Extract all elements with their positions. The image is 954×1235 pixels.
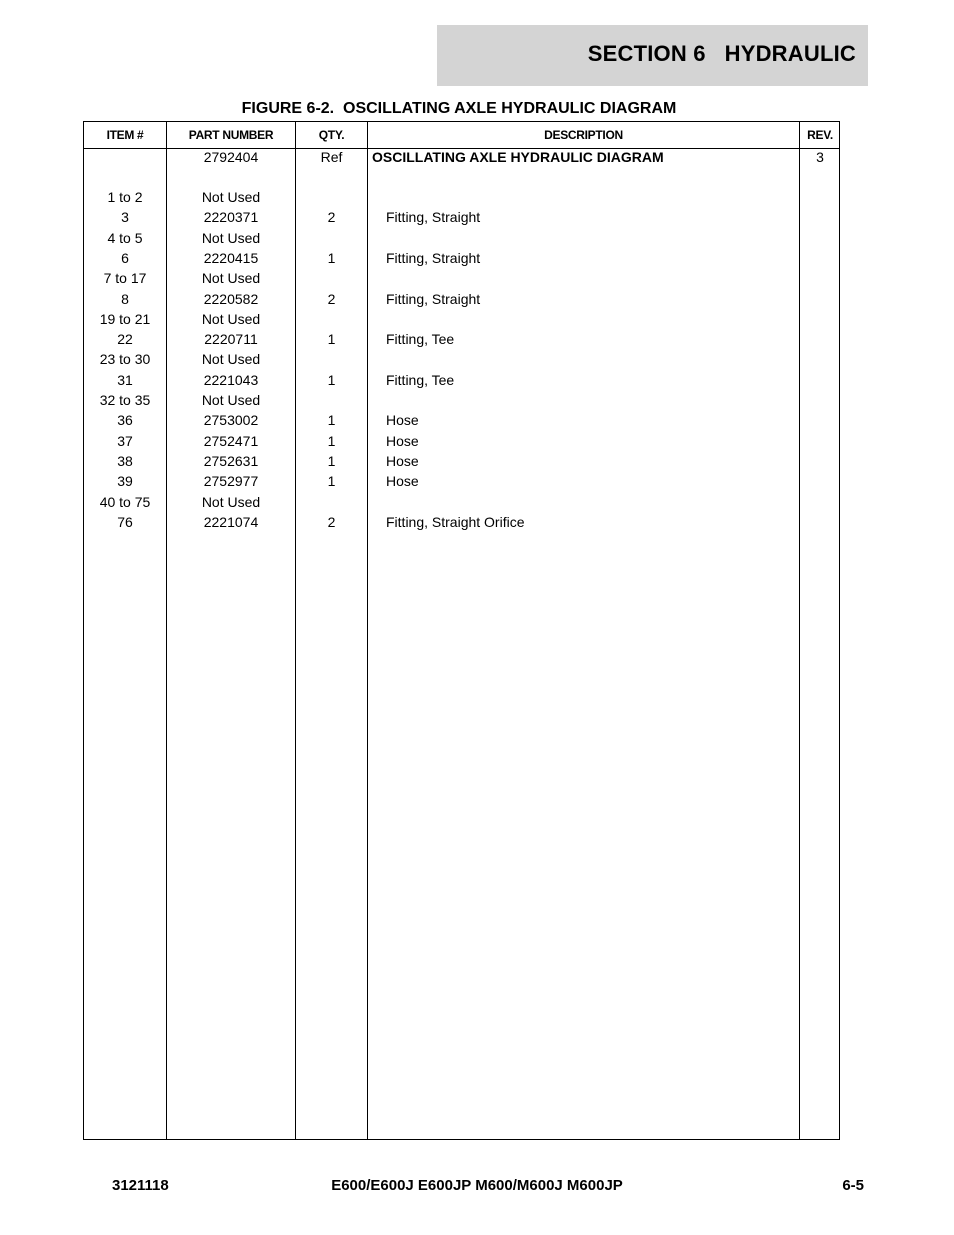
table-row — [84, 268, 839, 288]
column-header-part-number: PART NUMBER — [188, 128, 274, 142]
part-number-cell: 2752471 — [203, 432, 259, 449]
item-number-cell: 23 to 30 — [99, 351, 151, 368]
quantity-cell: 1 — [327, 432, 336, 449]
part-number-cell: Not Used — [201, 270, 261, 287]
table-row — [84, 471, 839, 491]
part-number-cell: 2792404 — [203, 149, 259, 165]
quantity-cell: 1 — [327, 412, 336, 429]
quantity-cell: 1 — [327, 473, 336, 490]
item-number-cell: 32 to 35 — [99, 392, 151, 408]
item-number-cell: 39 — [117, 473, 133, 490]
description-cell: Hose — [386, 473, 419, 490]
item-number-cell: 3 — [121, 209, 129, 226]
description-cell: Fitting, Straight — [386, 290, 481, 307]
item-number-cell: 37 — [117, 432, 133, 449]
description-cell: Fitting, Tee — [386, 331, 455, 348]
document-number: 3121118 — [112, 1177, 169, 1194]
item-number-cell: 38 — [117, 452, 133, 469]
item-number-cell: 19 to 21 — [99, 310, 151, 327]
quantity-cell: 1 — [327, 371, 336, 388]
part-number-cell: 2753002 — [203, 412, 259, 429]
part-number-cell: Not Used — [201, 189, 261, 205]
part-number-cell: 2221074 — [203, 513, 259, 530]
item-number-cell: 76 — [117, 513, 133, 530]
table-row — [84, 431, 839, 451]
part-number-cell: 2221043 — [203, 371, 259, 388]
description-cell: Fitting, Straight — [386, 249, 481, 266]
part-number-cell: 2220415 — [203, 249, 259, 266]
part-number-cell: Not Used — [201, 351, 261, 368]
description-cell: Fitting, Straight Orifice — [386, 513, 525, 530]
quantity-cell: Ref — [320, 149, 343, 165]
table-row — [84, 147, 839, 167]
column-header-qty: QTY. — [318, 128, 345, 142]
table-row — [84, 390, 839, 410]
table-row — [84, 512, 839, 532]
figure-title: FIGURE 6-2. OSCILLATING AXLE HYDRAULIC DIAGRAM — [241, 100, 677, 117]
item-number-cell: 22 — [117, 331, 133, 348]
section-header-banner — [437, 25, 868, 86]
table-row — [84, 410, 839, 430]
item-number-cell: 6 — [121, 249, 129, 266]
description-cell: Fitting, Straight — [386, 209, 481, 226]
part-number-cell: Not Used — [201, 392, 261, 408]
part-number-cell: 2752631 — [203, 452, 259, 469]
item-number-cell: 7 to 17 — [103, 270, 147, 287]
table-row — [84, 289, 839, 309]
item-number-cell: 8 — [121, 290, 129, 307]
table-row — [84, 228, 839, 248]
part-number-cell: 2752977 — [203, 473, 259, 490]
part-number-cell: 2220582 — [203, 290, 259, 307]
quantity-cell: 2 — [327, 290, 336, 307]
section-title: SECTION 6 HYDRAULIC — [587, 41, 856, 66]
table-row — [84, 451, 839, 471]
description-cell: OSCILLATING AXLE HYDRAULIC DIAGRAM — [372, 149, 664, 165]
part-number-cell: Not Used — [201, 229, 261, 246]
table-row — [84, 309, 839, 329]
description-cell: Fitting, Tee — [386, 371, 455, 388]
column-header-description: DESCRIPTION — [544, 128, 623, 142]
table-row — [84, 492, 839, 512]
description-cell: Hose — [386, 412, 419, 429]
quantity-cell: 1 — [327, 452, 336, 469]
part-number-cell: 2220711 — [204, 331, 258, 348]
table-row — [84, 329, 839, 349]
item-number-cell: 4 to 5 — [107, 229, 143, 246]
description-cell: Hose — [386, 432, 419, 449]
quantity-cell: 2 — [327, 513, 336, 530]
column-header-item: ITEM # — [106, 128, 144, 142]
column-header-rev: REV. — [807, 128, 833, 142]
item-number-cell: 1 to 2 — [107, 189, 143, 205]
table-row — [84, 187, 839, 207]
table-row — [84, 370, 839, 390]
revision-cell: 3 — [816, 149, 824, 165]
item-number-cell: 40 to 75 — [99, 493, 151, 510]
item-number-cell: 36 — [117, 412, 133, 429]
parts-table — [83, 121, 840, 1140]
table-row — [84, 349, 839, 369]
part-number-cell: 2220371 — [203, 209, 259, 226]
quantity-cell: 1 — [327, 249, 336, 266]
table-row — [84, 207, 839, 227]
page-number: 6-5 — [842, 1177, 864, 1194]
model-numbers: E600/E600J E600JP M600/M600J M600JP — [331, 1177, 623, 1194]
quantity-cell: 1 — [327, 331, 336, 348]
part-number-cell: Not Used — [201, 493, 261, 510]
part-number-cell: Not Used — [201, 310, 261, 327]
quantity-cell: 2 — [327, 209, 336, 226]
table-row — [84, 248, 839, 268]
description-cell: Hose — [386, 452, 419, 469]
item-number-cell: 31 — [117, 371, 133, 388]
